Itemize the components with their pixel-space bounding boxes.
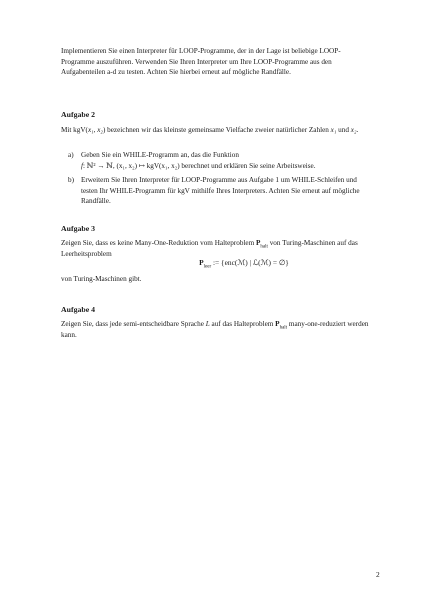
aufgabe-2-section	[61, 110, 371, 121]
aufgabe-4-mid: auf das Halteproblem	[209, 320, 276, 328]
aufgabe-3-line1-post: von Turing-Maschinen auf das Leerheitsproblem	[61, 239, 358, 258]
page-number: 2	[376, 570, 380, 579]
aufgabe-3-line1-pre: Zeigen Sie, dass es keine Many-One-Reduktion vom Halteproblem	[61, 239, 257, 247]
aufgabe-4-pre: Zeigen Sie, dass jede semi-entscheidbare Sprache	[61, 320, 206, 328]
aufgabe-2-intro-post: ) bezeichnen wir das kleinste gemeinsame Vielfache zweier natürlicher Zahlen	[102, 126, 331, 134]
leerheitsproblem-formula	[0, 258, 424, 269]
aufgabe-2-intro	[61, 125, 371, 136]
aufgabe-2-x1: x₁	[330, 126, 337, 134]
aufgabe-4-P: P	[275, 320, 280, 328]
aufgabe-3-text	[61, 238, 371, 259]
item-a-line1: Geben Sie ein WHILE-Programm an, das die Funktion	[81, 151, 239, 159]
aufgabe-4-text	[61, 319, 371, 340]
aufgabe-2-intro-end: .	[356, 126, 359, 134]
aufgabe-2-x2: x₂	[350, 126, 357, 134]
item-b-marker: b)	[68, 176, 74, 184]
aufgabe-4-L: L	[205, 320, 210, 328]
aufgabe-4-heading: Aufgabe 4	[61, 305, 96, 314]
aufgabe-3-P: P	[256, 239, 261, 247]
formula-P-sub: leer	[203, 264, 212, 270]
aufgabe-2-intro-pre: Mit kgV(	[61, 126, 88, 134]
aufgabe-3-line2-text: von Turing-Maschinen gibt.	[61, 275, 142, 283]
aufgabe-3-section	[61, 224, 371, 235]
item-a-line2: berechnet und erklären Sie seine Arbeitsweise.	[179, 161, 316, 170]
intro-text: Implementieren Sie einen Interpreter für LOOP-Programme, der in der Lage ist beliebige LOOP-Programme auszuführen. Verwenden Sie Ihren Interpreter um Ihre LOOP-Programme aus den Aufgabenteilen a-d zu testen. Achten Sie hierbei erneut auf mögliche Randfälle.	[61, 47, 341, 77]
item-a-function-symbol: f	[81, 161, 83, 170]
aufgabe-3-P-sub: halt	[260, 244, 268, 250]
formula-P: P	[199, 258, 204, 267]
aufgabe-2-item-b	[68, 175, 371, 207]
aufgabe-4-post: many-one-reduziert werden kann.	[61, 320, 369, 339]
aufgabe-2-item-a	[68, 150, 371, 171]
aufgabe-4-section	[61, 305, 371, 316]
intro-paragraph	[61, 46, 371, 78]
aufgabe-2-intro-vars: x₁, x₂	[87, 126, 103, 134]
item-a-mapping: : ℕ² → ℕ, (x₁, x₂) ↦ kgV(x₁, x₂)	[83, 161, 180, 170]
aufgabe-3-line2	[61, 274, 371, 285]
aufgabe-2-heading: Aufgabe 2	[61, 110, 96, 119]
item-b-text: Erweitern Sie Ihren Interpreter für LOOP-Programme aus Aufgabe 1 um WHILE-Schleifen und testen Ihr WHILE-Programm für kgV mithilfe Ihres Interpreters. Achten Sie erneut auf mögliche Randfälle.	[81, 176, 360, 206]
item-a-marker: a)	[68, 151, 74, 159]
aufgabe-3-heading: Aufgabe 3	[61, 224, 96, 233]
aufgabe-2-und: und	[336, 126, 351, 134]
aufgabe-4-P-sub: halt	[279, 325, 288, 331]
formula-set: := {enc(ℳ) | ℒ(ℳ) = ∅}	[211, 258, 289, 267]
